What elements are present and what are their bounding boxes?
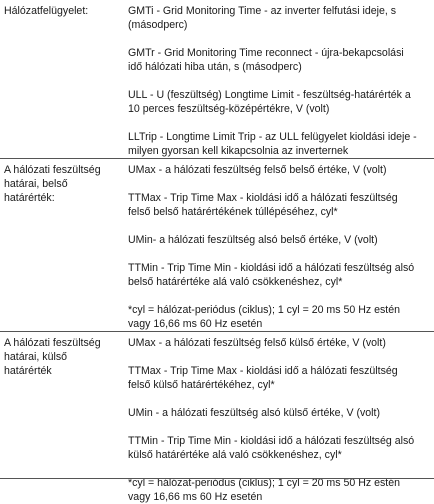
entry-gmtr: [128, 46, 432, 74]
entry-line: vagy 16,66 ms 60 Hz esetén: [128, 318, 262, 330]
entry-line: UMax - a hálózati feszültség felső belső értéke, V (volt): [128, 164, 386, 176]
section-label: [0, 159, 122, 332]
entry-ttmax: [128, 364, 432, 392]
entry-line: GMTr - Grid Monitoring Time reconnect - újra-bekapcsolási: [128, 47, 404, 59]
entry-line: külső határértéke alá való csökkenéshez, cyl*: [128, 449, 342, 461]
entry-line: 10 perces feszültség-középértékre, V (volt): [128, 103, 329, 115]
entry-line: felső belső határértékének túllépéséhez, cyl*: [128, 206, 338, 218]
section-label-line: Hálózatfelügyelet:: [4, 5, 88, 17]
entry-line: UMax - a hálózati feszültség felső külső értéke, V (volt): [128, 337, 386, 349]
entry-line: *cyl = hálózat-periódus (ciklus); 1 cyl = 20 ms 50 Hz estén: [128, 304, 400, 316]
section-internal-limits: [0, 159, 434, 332]
entry-line: UMin - a hálózati feszültség alsó külső értéke, V (volt): [128, 407, 380, 419]
entry-ull: [128, 88, 432, 116]
entry-gmti: [128, 4, 432, 32]
entry-umax: [128, 163, 432, 177]
entry-line: LLTrip - Longtime Limit Trip - az ULL felügyelet kioldási ideje -: [128, 131, 417, 143]
section-descriptions: [122, 159, 434, 332]
entry-line: ULL - U (feszültség) Longtime Limit - feszültség-határérték a: [128, 89, 411, 101]
entry-ttmin: [128, 434, 432, 462]
entry-line: TTMax - Trip Time Max - kioldási idő a hálózati feszültség: [128, 365, 398, 377]
entry-umax: [128, 336, 432, 350]
entry-umin: [128, 233, 432, 247]
entry-ttmax: [128, 191, 432, 219]
section-label-line: határai, külső: [4, 351, 67, 363]
section-label-line: A hálózati feszültség: [4, 337, 101, 349]
entry-line: GMTi - Grid Monitoring Time - az inverter felfutási ideje, s: [128, 5, 396, 17]
entry-line: felső külső határértékéhez, cyl*: [128, 379, 275, 391]
entry-line: vagy 16,66 ms 60 Hz esetén: [128, 491, 262, 503]
section-label-line: határérték: [4, 365, 52, 377]
section-grid-monitoring: [0, 0, 434, 159]
section-descriptions: [122, 0, 434, 159]
entry-line: idő hálózati hiba után, s (másodperc): [128, 61, 302, 73]
section-label-line: A hálózati feszültség: [4, 164, 101, 176]
section-label: [0, 0, 122, 159]
entry-lltrip: [128, 130, 432, 158]
entry-umin: [128, 406, 432, 420]
section-label-line: határérték:: [4, 192, 55, 204]
entry-ttmin: [128, 261, 432, 289]
entry-line: (másodperc): [128, 19, 187, 31]
entry-line: UMin- a hálózati feszültség alsó belső értéke, V (volt): [128, 234, 378, 246]
entry-line: belső határértéke alá való csökkenéshez, cyl*: [128, 276, 342, 288]
entry-line: TTMax - Trip Time Max - kioldási idő a hálózati feszültség: [128, 192, 398, 204]
entry-line: TTMin - Trip Time Min - kioldási idő a hálózati feszültség alsó: [128, 262, 414, 274]
entry-cyl-note: [128, 303, 432, 331]
entry-line: milyen gyorsan kell kikapcsolnia az inverternek: [128, 145, 348, 157]
entry-line: *cyl = hálózat-periódus (ciklus); 1 cyl = 20 ms 50 Hz estén: [128, 477, 400, 489]
table-bottom-divider: [0, 478, 434, 479]
entry-line: TTMin - Trip Time Min - kioldási idő a hálózati feszültség alsó: [128, 435, 414, 447]
section-label-line: határai, belső: [4, 178, 68, 190]
entry-cyl-note: [128, 476, 432, 504]
